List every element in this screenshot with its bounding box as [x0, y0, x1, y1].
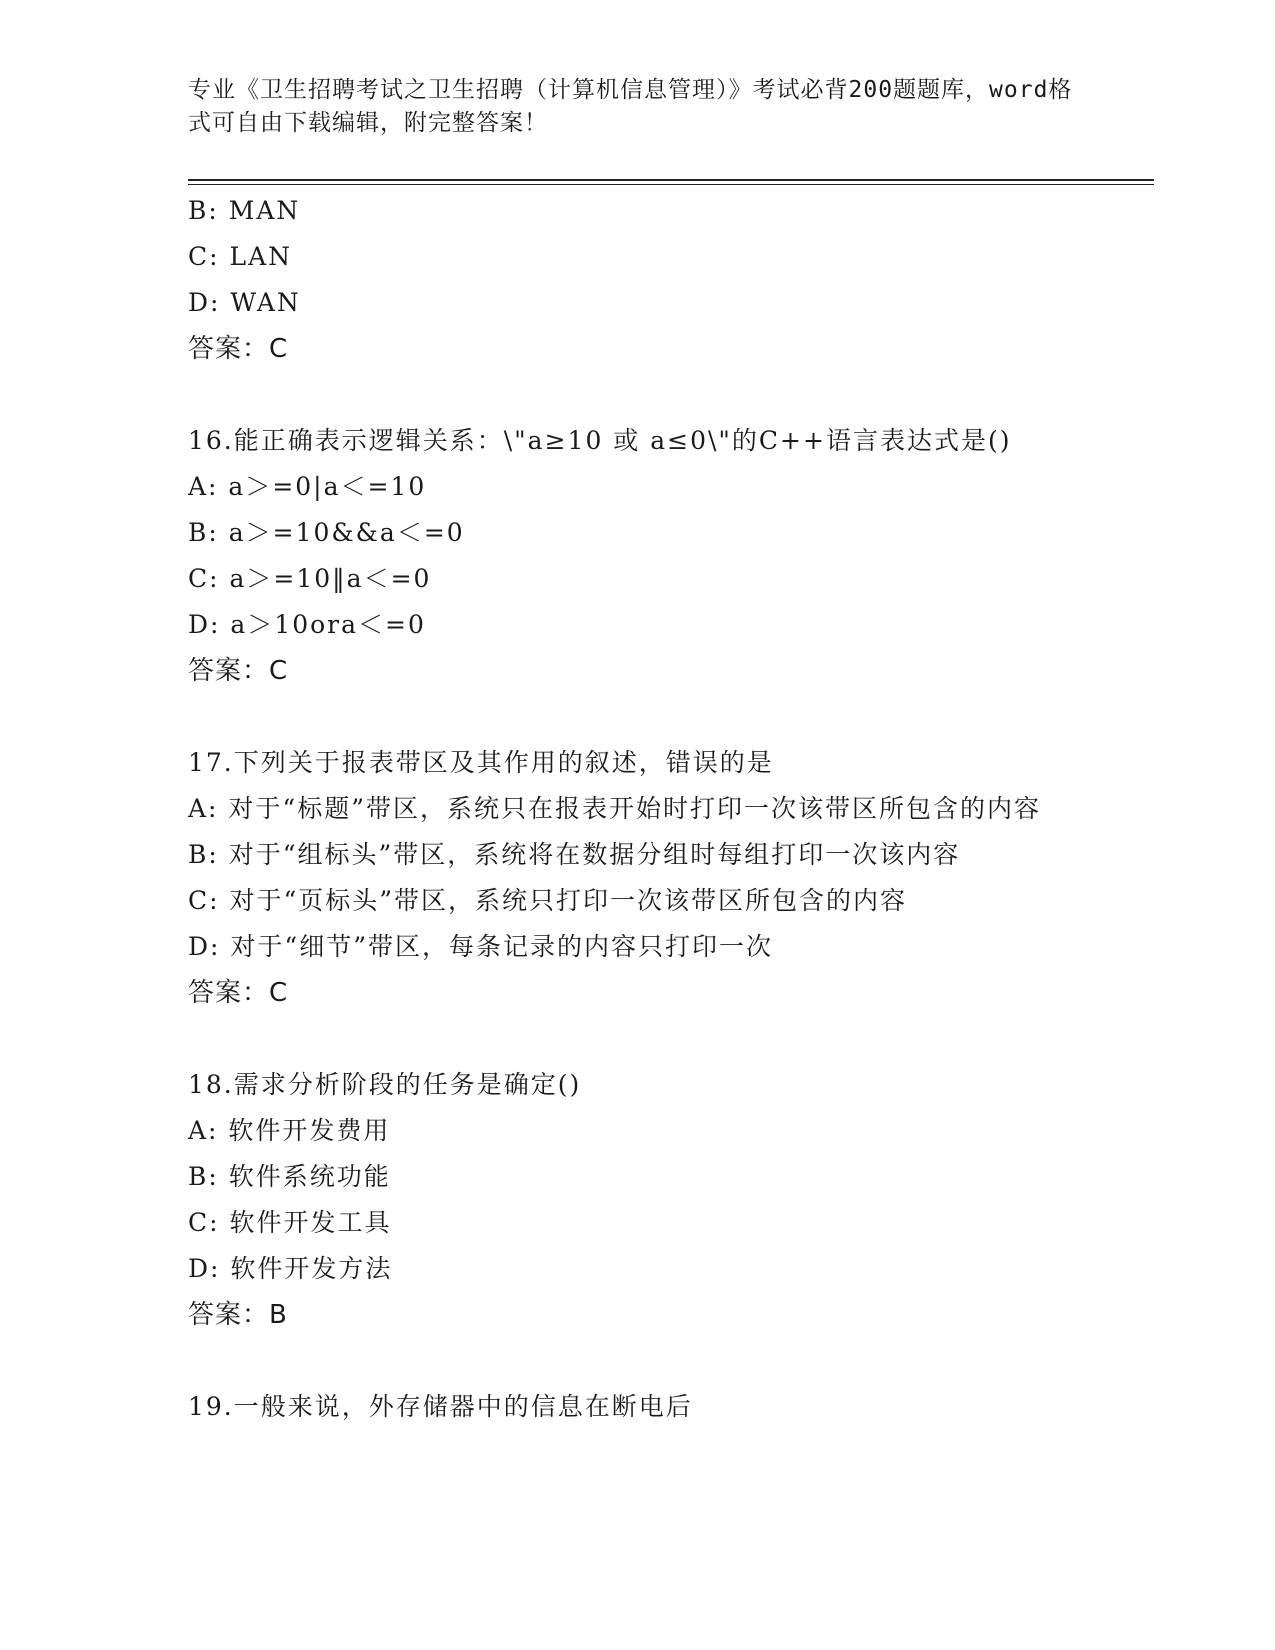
option-b: B: a＞=10&&a＜=0: [188, 518, 465, 547]
question-stem: 18.需求分析阶段的任务是确定(): [188, 1070, 582, 1099]
question-19: [188, 1384, 1088, 1430]
answer-line: 答案：C: [188, 978, 289, 1008]
question-stem: 19.一般来说，外存储器中的信息在断电后: [188, 1392, 693, 1421]
option-d: D: 对于“细节”带区，每条记录的内容只打印一次: [188, 932, 773, 961]
option-b: B: 对于“组标头”带区，系统将在数据分组时每组打印一次该内容: [188, 840, 961, 869]
question-17: [188, 740, 1088, 1016]
option-c: C: a＞=10‖a＜=0: [188, 564, 432, 593]
answer-line: 答案：B: [188, 1300, 288, 1330]
continued-question: [188, 188, 1088, 372]
option-d: D: 软件开发方法: [188, 1254, 393, 1283]
option-d: D: a＞10ora＜=0: [188, 610, 426, 639]
option-a: A: a＞=0|a＜=10: [188, 472, 427, 501]
answer-line: 答案：C: [188, 656, 289, 686]
page-header: 专业《卫生招聘考试之卫生招聘（计算机信息管理）》考试必背200题题库，word格式可自由下载编辑，附完整答案！: [188, 77, 1073, 136]
option-b: B: MAN: [188, 196, 301, 225]
option-c: C: 软件开发工具: [188, 1208, 392, 1237]
answer-line: 答案：C: [188, 334, 289, 364]
header-rule-thin: [188, 184, 1154, 185]
option-a: A: 对于“标题”带区，系统只在报表开始时打印一次该带区所包含的内容: [188, 794, 1041, 823]
option-b: B: 软件系统功能: [188, 1162, 391, 1191]
question-stem: 16.能正确表示逻辑关系：\"a≥10 或 a≤0\"的C++语言表达式是(): [188, 426, 1012, 455]
question-16: [188, 418, 1088, 694]
question-18: [188, 1062, 1088, 1338]
question-stem: 17.下列关于报表带区及其作用的叙述，错误的是: [188, 748, 774, 777]
header-rule-thick: [188, 179, 1154, 181]
option-c: C: LAN: [188, 242, 293, 271]
document-body: [188, 188, 1088, 1430]
option-a: A: 软件开发费用: [188, 1116, 391, 1145]
option-c: C: 对于“页标头”带区，系统只打印一次该带区所包含的内容: [188, 886, 908, 915]
option-d: D: WAN: [188, 288, 301, 317]
